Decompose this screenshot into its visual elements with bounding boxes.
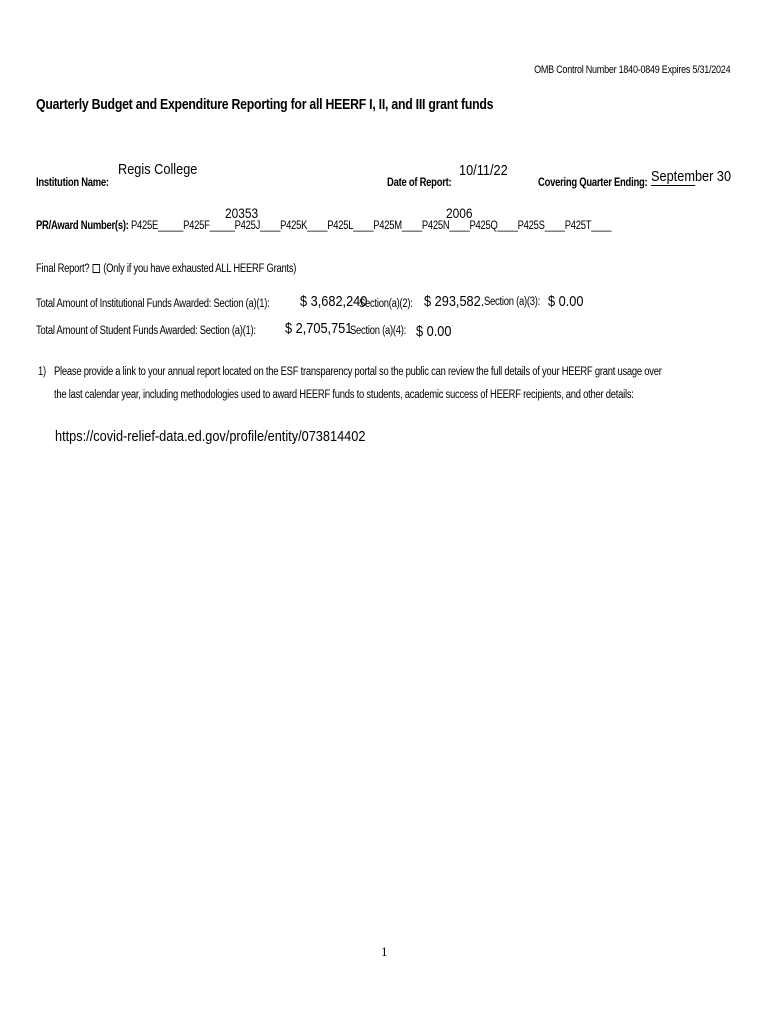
- section-a2-field[interactable]: $ 293,582.: [424, 293, 485, 310]
- award-segment-1: P425E_____P425F: [131, 220, 210, 232]
- page-title: Quarterly Budget and Expenditure Reporting for all HEERF I, II, and III grant funds: [36, 96, 494, 113]
- omb-control-number: OMB Control Number 1840-0849 Expires 5/31/2024: [533, 64, 730, 76]
- section-a3-label: Section (a)(3):: [484, 296, 541, 308]
- covering-quarter-value: September 30: [651, 168, 732, 185]
- award-p425m-field[interactable]: 2006: [446, 205, 473, 221]
- institutional-funds-label: Total Amount of Institutional Funds Awarded: Section (a)(1):: [36, 298, 270, 310]
- award-segment-2: _____P425J____P425K____P425L____P425M: [209, 220, 402, 232]
- award-numbers-label: PR/Award Number(s):: [36, 220, 129, 232]
- institution-name-label: Institution Name:: [36, 177, 109, 189]
- final-report-label: Final Report?: [36, 263, 90, 275]
- award-segment-3: ____P425N____P425Q____P425S____P425T____: [401, 220, 612, 232]
- question-1-number: 1): [38, 366, 46, 378]
- date-of-report-label: Date of Report:: [387, 177, 452, 189]
- student-funds-label: Total Amount of Student Funds Awarded: Section (a)(1):: [36, 325, 256, 337]
- question-1-text-line-2: the last calendar year, including methodologies used to award HEERF funds to students, academic success of HEERF recipients, and other details:: [54, 389, 634, 401]
- institutional-funds-a1-field[interactable]: $ 3,682,240: [300, 293, 368, 310]
- covering-quarter-label: Covering Quarter Ending:: [538, 177, 648, 189]
- date-of-report-field[interactable]: 10/11/22: [459, 162, 508, 179]
- section-a2-label: Section(a)(2):: [359, 298, 413, 310]
- question-1-answer-field[interactable]: https://covid-relief-data.ed.gov/profile/entity/073814402: [55, 428, 366, 445]
- award-p425f-field[interactable]: 20353: [225, 205, 259, 221]
- section-a4-field[interactable]: $ 0.00: [416, 323, 452, 340]
- final-report-checkbox[interactable]: [93, 264, 100, 273]
- final-report-note: (Only if you have exhausted ALL HEERF Grants): [103, 263, 297, 275]
- student-funds-a1-field[interactable]: $ 2,705,751: [285, 320, 353, 337]
- final-report-line: [36, 263, 296, 275]
- question-1-text-line-1: Please provide a link to your annual report located on the ESF transparency portal so the public can review the full details of your HEERF grant usage over: [54, 366, 662, 378]
- institution-name-field[interactable]: Regis College: [118, 161, 198, 178]
- page-number: 1: [381, 944, 388, 959]
- section-a4-label: Section (a)(4):: [350, 325, 407, 337]
- section-a3-field[interactable]: $ 0.00: [548, 293, 584, 310]
- award-numbers-line: [36, 220, 611, 232]
- covering-quarter-field[interactable]: [651, 168, 732, 186]
